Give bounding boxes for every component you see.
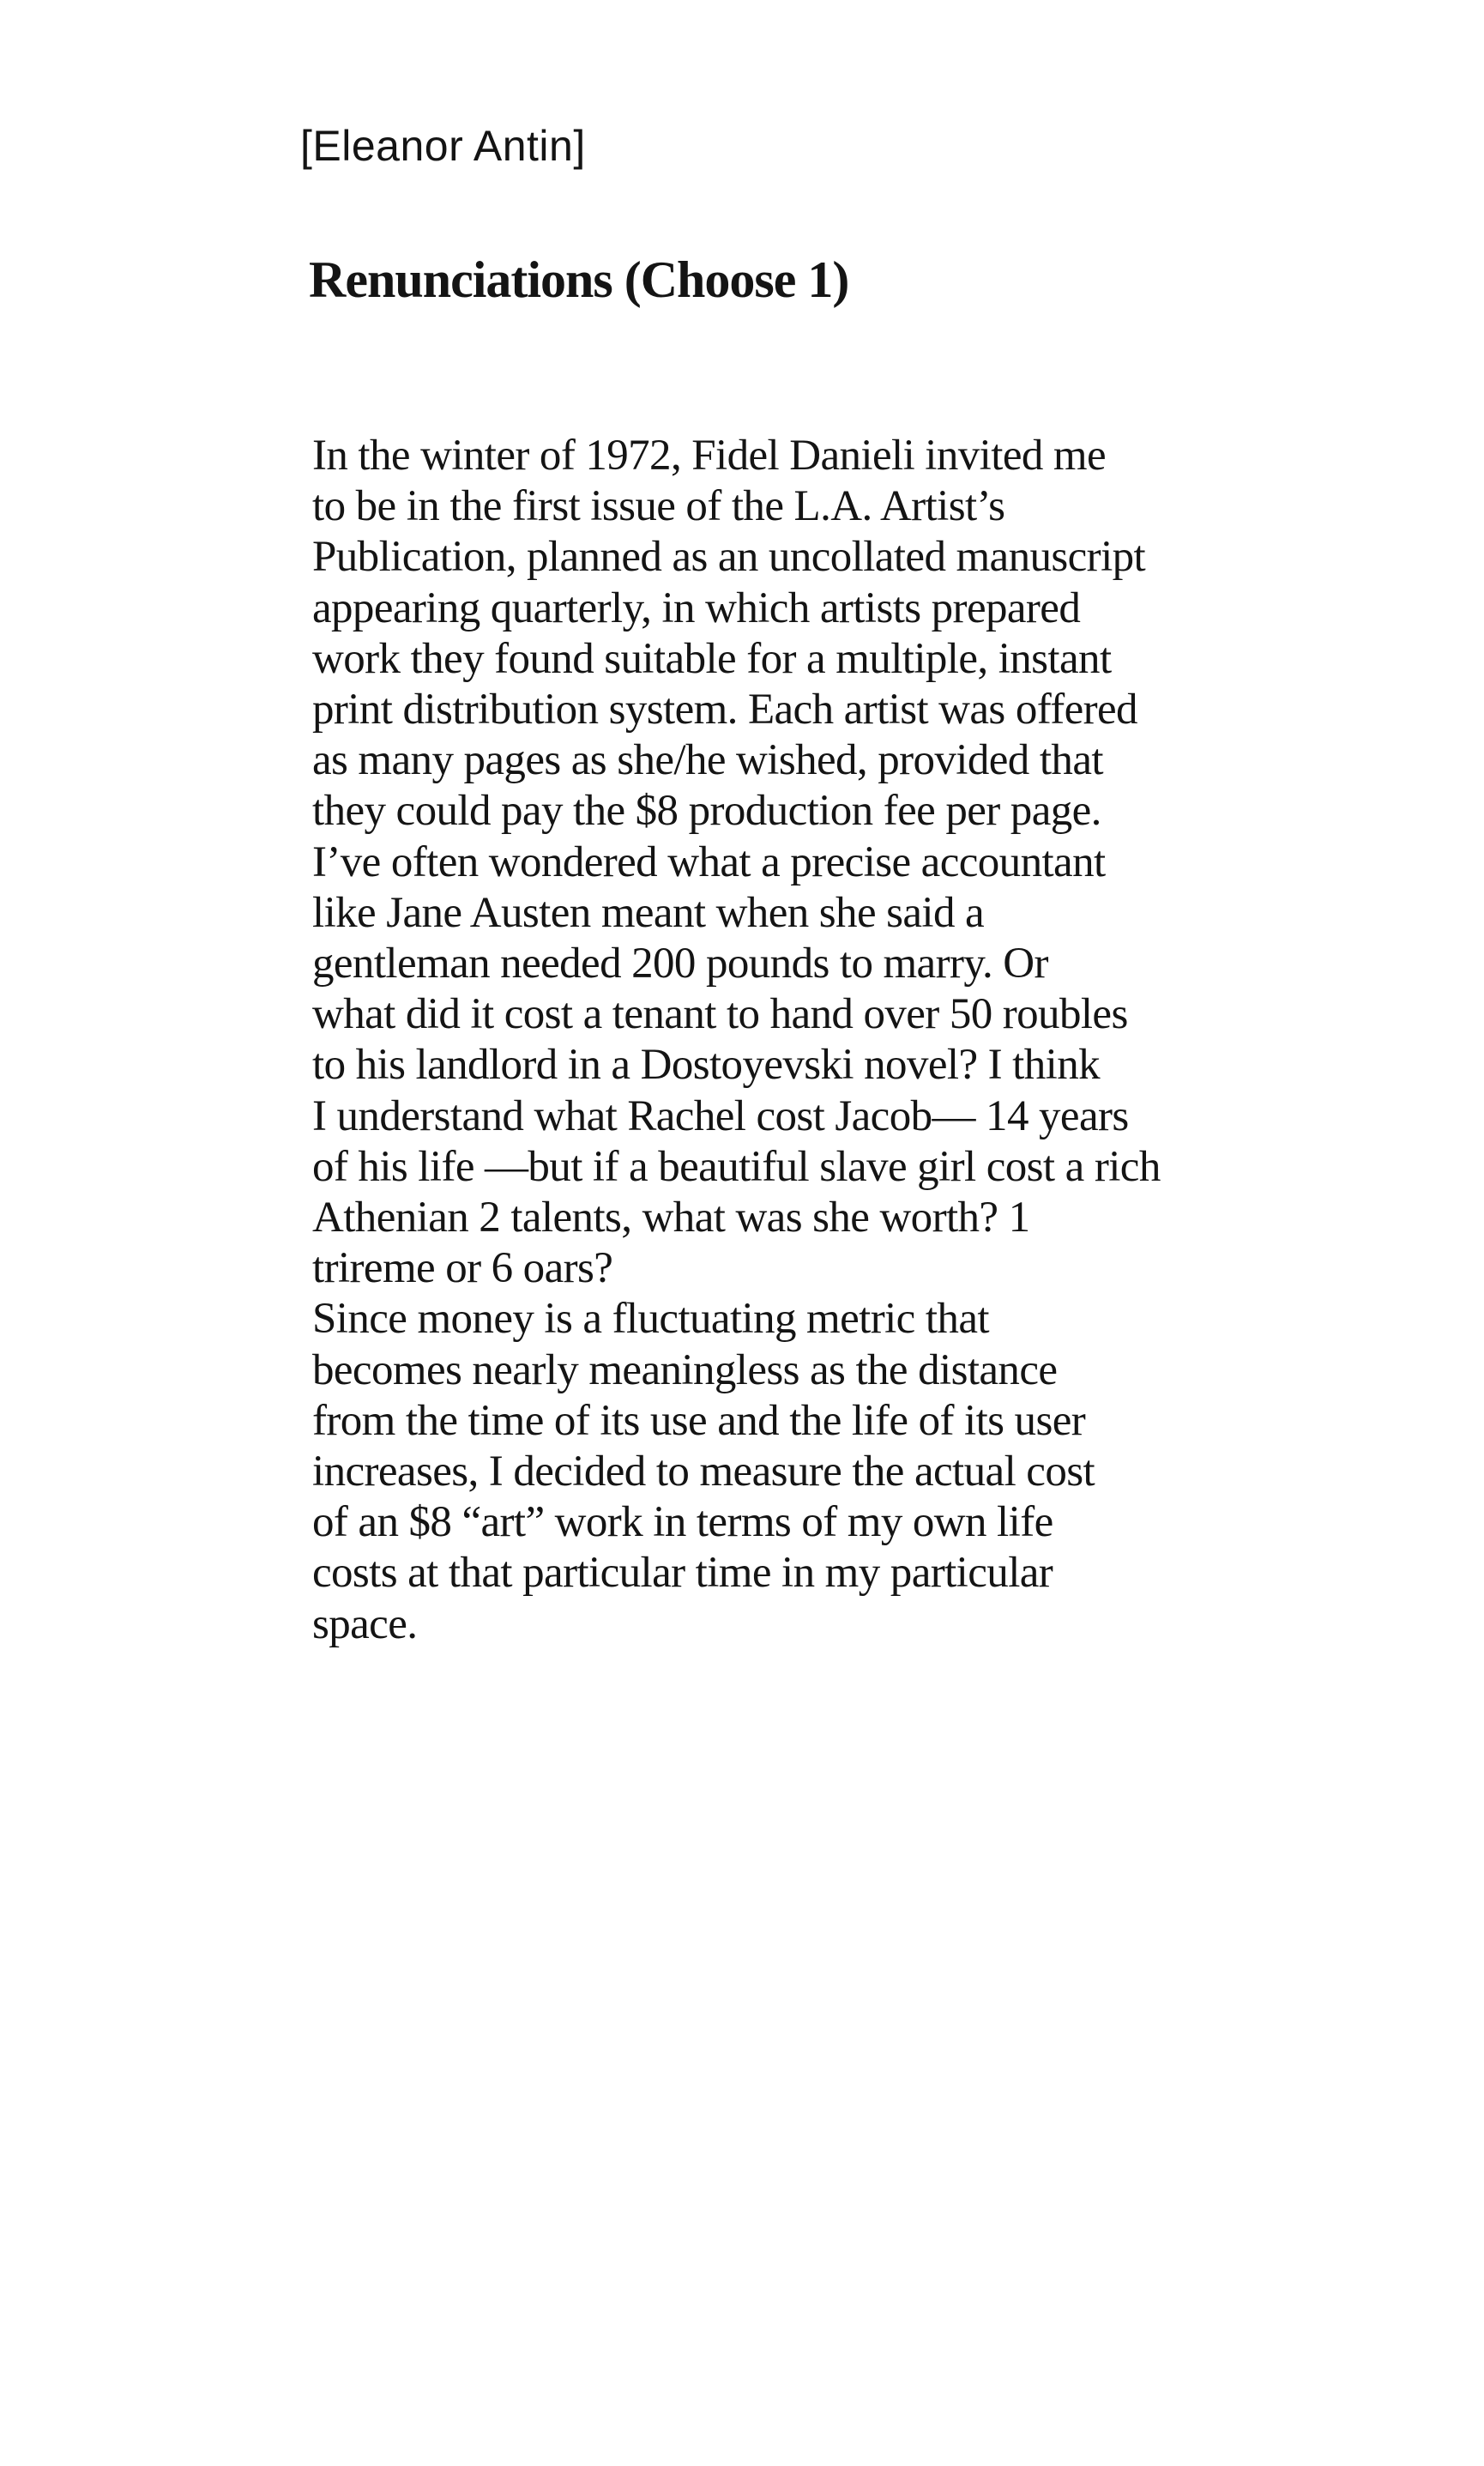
body-line: In the winter of 1972, Fidel Danieli invited me	[312, 432, 1107, 480]
body-line: becomes nearly meaningless as the distance	[312, 1345, 1058, 1394]
body-line: gentleman needed 200 pounds to marry. Or	[312, 940, 1048, 988]
body-line: to his landlord in a Dostoyevski novel? I think	[312, 1041, 1101, 1090]
body-line: as many pages as she/he wished, provided that	[312, 736, 1103, 785]
body-line: to be in the first issue of the L.A. Artist’s	[312, 482, 1005, 531]
body-line: Since money is a fluctuating metric that	[312, 1295, 989, 1344]
body-line: I understand what Rachel cost Jacob— 14 years	[312, 1091, 1129, 1140]
body-line: appearing quarterly, in which artists prepared	[312, 583, 1081, 632]
body-line: space.	[312, 1599, 418, 1648]
body-line: like Jane Austen meant when she said a	[312, 888, 985, 937]
body-line: from the time of its use and the life of its user	[312, 1396, 1086, 1445]
body-line: of an $8 “art” work in terms of my own life	[312, 1498, 1053, 1547]
body-line: Athenian 2 talents, what was she worth? 1	[312, 1194, 1030, 1242]
body-line: trireme or 6 oars?	[312, 1244, 613, 1293]
body-line: of his life —but if a beautiful slave girl cost a rich	[312, 1142, 1161, 1191]
body-paragraph	[312, 431, 1222, 1650]
body-line: costs at that particular time in my particular	[312, 1549, 1053, 1598]
body-line: print distribution system. Each artist was offered	[312, 686, 1137, 734]
author-name: [Eleanor Antin]	[300, 122, 586, 170]
body-line: what did it cost a tenant to hand over 50 roubles	[312, 990, 1128, 1039]
body-line: I’ve often wondered what a precise accountant	[312, 837, 1106, 886]
page-title: Renunciations (Choose 1)	[309, 251, 849, 308]
body-line: they could pay the $8 production fee per page.	[312, 787, 1101, 836]
body-line: increases, I decided to measure the actual cost	[312, 1448, 1095, 1496]
body-line: Publication, planned as an uncollated manuscript	[312, 533, 1146, 582]
body-line: work they found suitable for a multiple, instant	[312, 634, 1112, 683]
